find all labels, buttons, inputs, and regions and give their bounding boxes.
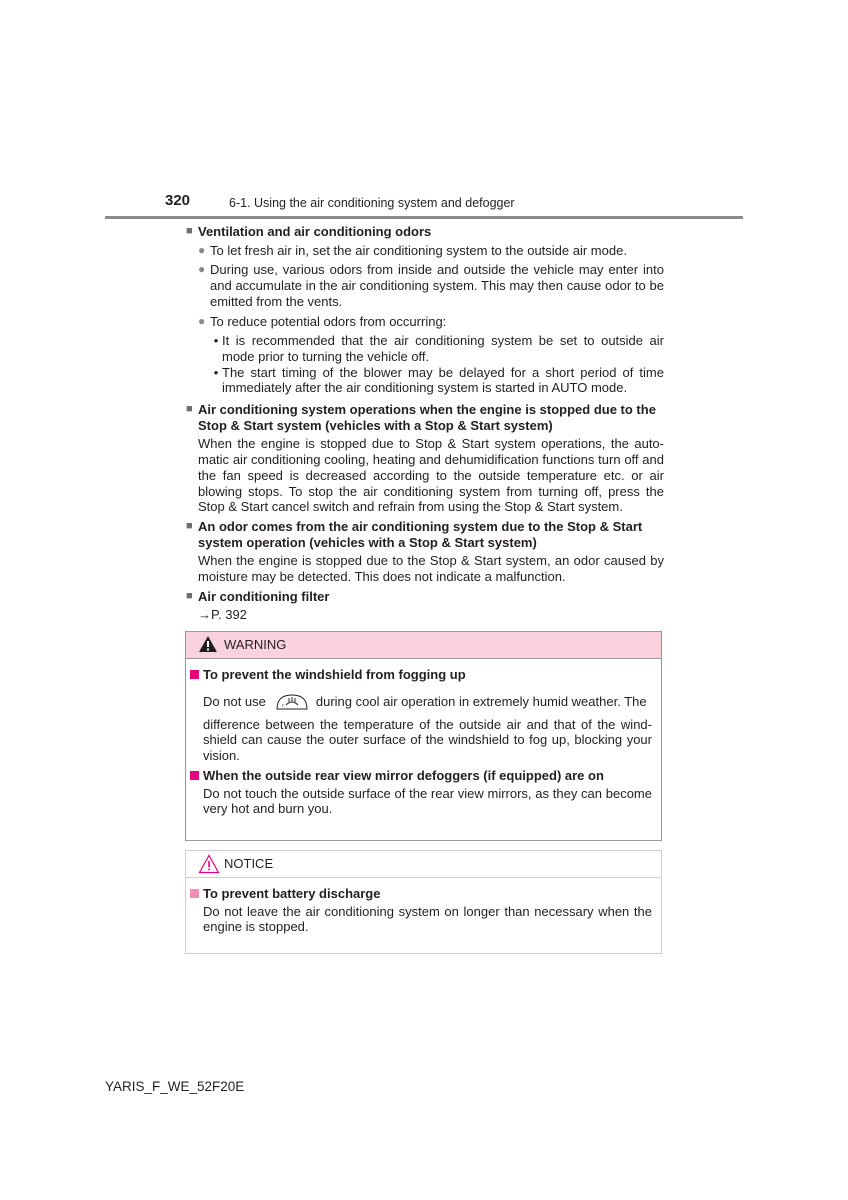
warning-body [186,659,661,817]
square-bullet-icon: ■ [186,225,193,237]
pink-square-bullet-icon [190,667,203,683]
circle-bullet-icon: ● [198,262,206,277]
warning-label: WARNING [224,637,287,652]
small-bullet-icon: • [213,364,219,380]
page-number: 320 [165,192,191,209]
section-odor-body: When the engine is stopped due to the Stop & Start system, an odor caused by moisture may be detected. This does not indicate a malfunction. [198,553,664,585]
pink-square-bullet-icon [190,768,203,784]
section-filter-title: ■ Air conditioning filter [186,588,330,604]
footer-code: YARIS_F_WE_52F20E [105,1079,245,1094]
warning-section-body: Do not touch the outside surface of the rear view mirrors, as they can become very hot and burn you. [203,785,652,817]
notice-section-body: Do not leave the air conditioning system on longer than necessary when the engine is stopped. [203,903,652,935]
warning-section-title: When the outside rear view mirror defoggers (if equipped) are on [190,768,652,784]
section-ventilation-title: ■ Ventilation and air conditioning odors [186,224,432,239]
main-content [186,224,664,631]
notice-header [186,851,661,878]
notice-body [186,878,661,935]
list-item: ● To let fresh air in, set the air conditioning system to the outside air mode. [198,242,627,258]
warning-section-title: To prevent the windshield from fogging up [190,667,652,683]
notice-box [185,850,662,954]
pink-square-bullet-icon [190,886,203,902]
warning-header [186,632,661,659]
list-item: ● To reduce potential odors from occurring: [198,313,447,329]
section-stop-start-body: When the engine is stopped due to Stop & Start system operations, the auto-matic air conditioning cooling, heating and dehumidification functions turn off and the fan speed is decreased according to the outside temperature etc. or air blowing stops. To stop the air conditioning system from turning off, press the Stop & Start cancel switch and refrain from using the Stop & Start system. [198,436,664,515]
header-rule [105,216,743,219]
square-bullet-icon: ■ [186,403,193,416]
section-odor-title: ■ An odor comes from the air conditioning system due to the Stop & Start system operation (vehicles with a Stop & Start system) [186,518,643,550]
circle-bullet-icon: ● [198,242,206,257]
sub-list-item: • The start timing of the blower may be delayed for a short period of time immediately after the air conditioning system is started in AUTO mode. [210,365,664,396]
chapter-title: 6-1. Using the air conditioning system and defogger [229,196,515,210]
warning-box [185,631,662,841]
windshield-defogger-button-icon [274,693,310,711]
square-bullet-icon: ■ [186,519,193,532]
sub-list-item: • It is recommended that the air conditioning system be set to outside air mode prior to turning the vehicle off. [210,333,664,364]
page-header [0,188,744,220]
svg-text:F: F [281,702,285,708]
square-bullet-icon: ■ [186,589,193,602]
small-bullet-icon: • [213,333,219,349]
circle-bullet-icon: ● [198,313,206,328]
notice-section-title: To prevent battery discharge [190,886,652,902]
notice-triangle-icon [198,854,220,874]
page-reference-link[interactable]: →P. 392 [198,607,247,623]
notice-label: NOTICE [224,856,274,871]
list-item: ● During use, various odors from inside and outside the vehicle may enter into and accumulate in the air conditioning system. This may then cause odor to be emitted from the vents. [198,262,664,309]
warning-triangle-icon [198,635,218,653]
warning-inline-row: Do not use F during cool air operation in extremely humid weather. The [203,693,647,709]
section-stop-start-title: ■ Air conditioning system operations when the engine is stopped due to the Stop & Start system (vehicles with a Stop & Start system) [186,402,656,433]
warning-section-body: difference between the temperature of the outside air and that of the wind-shield can cause the outer surface of the windshield to fog up, blocking your vision. [203,716,652,764]
